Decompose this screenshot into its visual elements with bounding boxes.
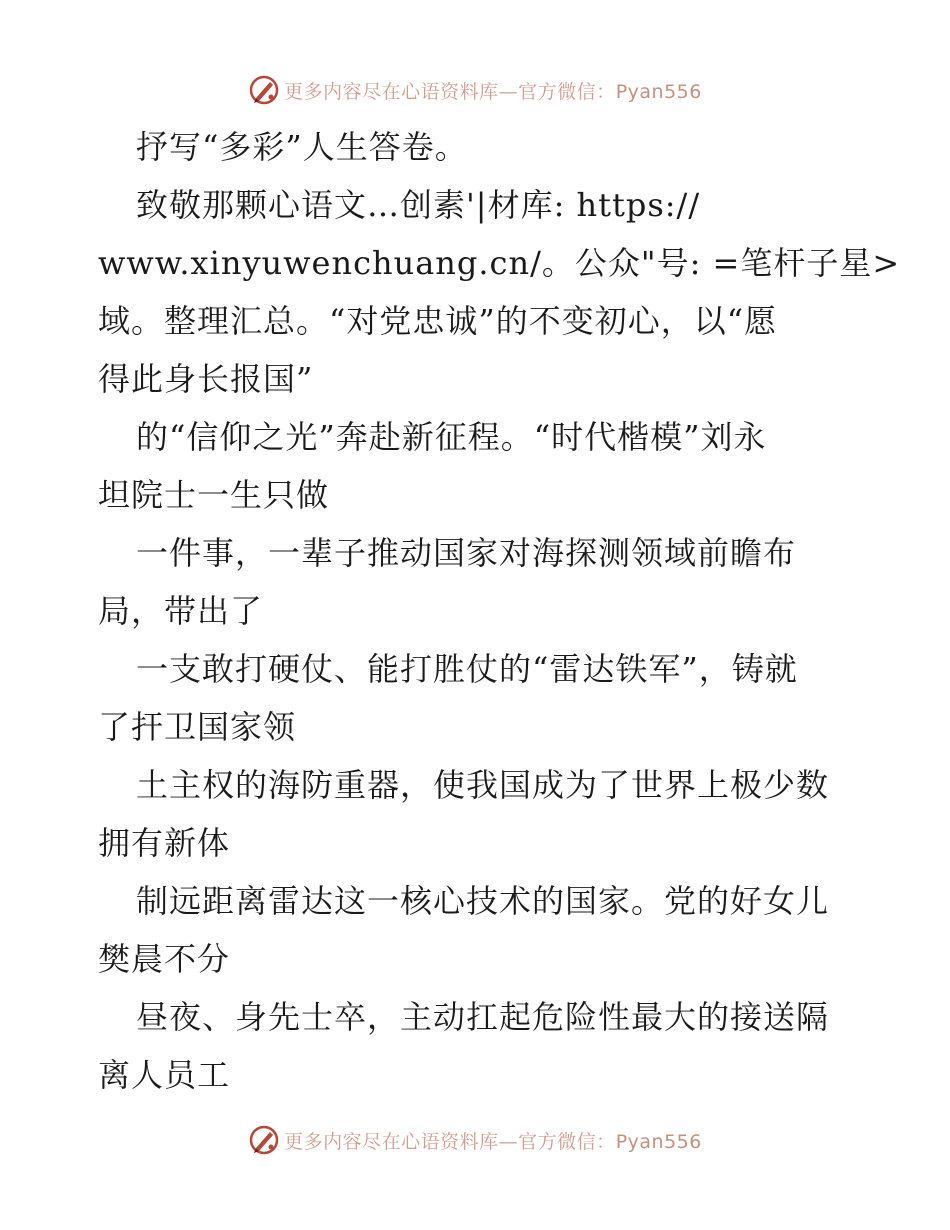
banner-brand: Pyan556 [615, 80, 702, 103]
body-line: 坦院士一生只做 [98, 476, 330, 514]
body-line: 局，带出了 [98, 592, 264, 630]
body-line: 樊晨不分 [98, 940, 231, 978]
pen-logo-icon [248, 1124, 280, 1156]
banner-label: 官方微信： [518, 80, 616, 103]
body-line: 域。整理汇总。“对党忠诚”的不变初心，以“愿 [98, 302, 778, 340]
body-line: 的“信仰之光”奔赴新征程。“时代楷模”刘永 [136, 418, 767, 456]
body-line: 致敬那颗心语文…创素'|材库: https:// [136, 186, 701, 224]
document-body [98, 118, 901, 1104]
header-banner [0, 70, 950, 110]
footer-banner [0, 1120, 950, 1160]
body-line: 离人员工 [98, 1056, 231, 1094]
body-line: 土主权的海防重器，使我国成为了世界上极少数 [136, 766, 830, 804]
body-line: 得此身长报国” [98, 360, 314, 398]
body-line: www.xinyuwenchuang.cn/。公众"号: =笔杆子星> [98, 244, 901, 282]
pen-logo-icon [248, 74, 280, 106]
banner-separator: — [498, 80, 519, 103]
banner-text [284, 1127, 702, 1154]
body-line: 一件事，一辈子推动国家对海探测领域前瞻布 [136, 534, 797, 572]
banner-title: 更多内容尽在心语资料库 [284, 80, 499, 103]
banner-label: 官方微信： [518, 1130, 616, 1153]
body-line: 制远距离雷达这一核心技术的国家。党的好女儿 [136, 882, 830, 920]
banner-text [284, 77, 702, 104]
banner-separator: — [498, 1130, 519, 1153]
body-line: 一支敢打硬仗、能打胜仗的“雷达铁军”，铸就 [136, 650, 798, 688]
banner-brand: Pyan556 [615, 1130, 702, 1153]
body-line: 昼夜、身先士卒，主动扛起危险性最大的接送隔 [136, 998, 830, 1036]
body-line: 抒写“多彩”人生答卷。 [136, 128, 468, 166]
body-line: 了扞卫国家领 [98, 708, 297, 746]
body-line: 拥有新体 [98, 824, 231, 862]
banner-title: 更多内容尽在心语资料库 [284, 1130, 499, 1153]
